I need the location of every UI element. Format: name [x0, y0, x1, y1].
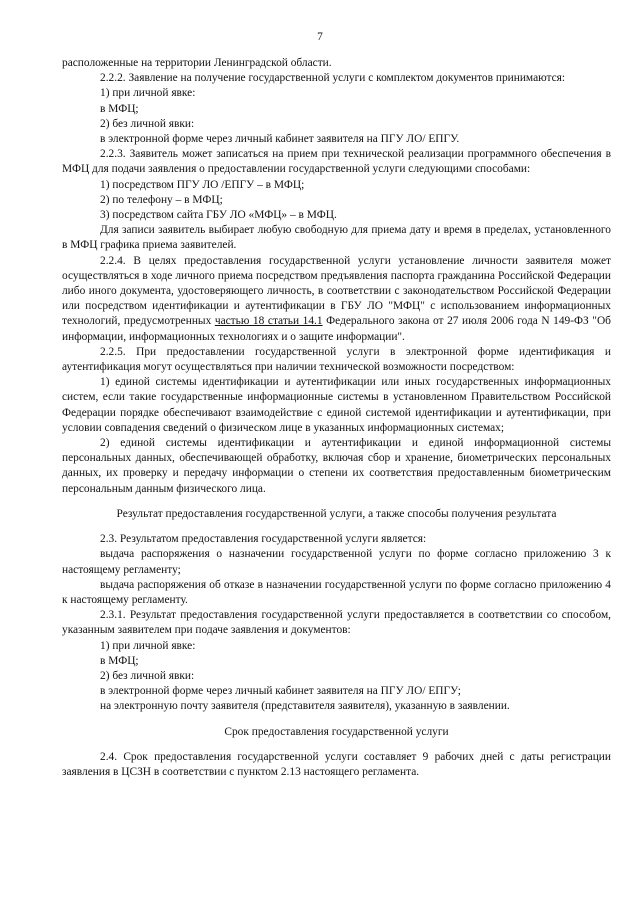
- section-heading: Результат предоставления государственной услуги, а также способы получения результата: [116, 507, 557, 520]
- spacer: [62, 715, 611, 725]
- paragraph: в МФЦ;: [100, 654, 139, 667]
- paragraph: 2) единой системы идентификации и аутентификации и единой информационной системы персональных данных, обеспечивающей обработку, включая сбор и хранение, биометрических персональных данных, их проверку и передачу информации о степени их соответствия предоставленным биометрическим персональным данным физического лица.: [62, 437, 611, 495]
- paragraph: 3) посредством сайта ГБУ ЛО «МФЦ» – в МФЦ.: [100, 209, 337, 222]
- paragraph: 1) при личной явке:: [100, 639, 196, 652]
- spacer: [62, 497, 611, 507]
- paragraph: выдача распоряжения о назначении государственной услуги по форме согласно приложению 3 к настоящему регламенту;: [62, 548, 611, 576]
- paragraph: Для записи заявитель выбирает любую свободную для приема дату и время в пределах, установленного в МФЦ графика приема заявителей.: [62, 224, 611, 252]
- paragraph: в электронной форме через личный кабинет заявителя на ПГУ ЛО/ ЕПГУ.: [100, 133, 460, 146]
- paragraph-text: 2.2.4. В целях предоставления государственной услуги установление личности заявителя может осуществляться в ходе личного приема посредством предъявления паспорта гражданина Российской Федерации либо иного документа, удостоверяющего личность, в соответствии с законодательством Российской Федерации или посредством идентификации и аутентификации в ГБУ ЛО "МФЦ" с использованием информационных технологий, предусмотренных: [62, 254, 611, 328]
- paragraph: в МФЦ;: [100, 102, 139, 115]
- paragraph: 2.4. Срок предоставления государственной услуги составляет 9 рабочих дней с даты регистрации заявления в ЦСЗН в соответствии с пунктом 2.13 настоящего регламента.: [62, 750, 611, 778]
- paragraph-text: Федерального закона от 27 июля 2006 года N 149-ФЗ "Об информации, информационных технологиях и о защите информации".: [62, 315, 611, 343]
- paragraph: 1) посредством ПГУ ЛО /ЕПГУ – в МФЦ;: [100, 178, 305, 191]
- law-reference-link[interactable]: частью 18 статьи 14.1: [214, 315, 323, 328]
- paragraph: 2) без личной явки:: [100, 117, 195, 130]
- paragraph: 2.3. Результатом предоставления государственной услуги является:: [100, 533, 427, 546]
- spacer: [62, 522, 611, 532]
- paragraph: 2.2.2. Заявление на получение государственной услуги с комплектом документов принимаются:: [100, 72, 566, 85]
- document-body: [62, 56, 611, 780]
- paragraph: 2) по телефону – в МФЦ;: [100, 193, 223, 206]
- page-number: 7: [317, 31, 323, 43]
- paragraph: 2.2.5. При предоставлении государственной услуги в электронной форме идентификация и аутентификация могут осуществляться при наличии технической возможности посредством:: [62, 345, 611, 374]
- paragraph: 1) при личной явке:: [100, 87, 196, 100]
- section-heading: Срок предоставления государственной услуги: [224, 725, 449, 738]
- spacer: [62, 740, 611, 750]
- paragraph: 2) без личной явки:: [100, 669, 195, 682]
- paragraph: в электронной форме через личный кабинет заявителя на ПГУ ЛО/ ЕПГУ;: [100, 685, 461, 698]
- paragraph: на электронную почту заявителя (представителя заявителя), указанную в заявлении.: [100, 700, 510, 713]
- paragraph: 2.2.3. Заявитель может записаться на прием при технической реализации программного обеспечения в МФЦ для подачи заявления о предоставлении государственной услуги следующими способами:: [62, 148, 611, 176]
- paragraph: расположенные на территории Ленинградской области.: [62, 57, 332, 69]
- paragraph: 2.3.1. Результат предоставления государственной услуги предоставляется в соответствии со способом, указанным заявителем при подаче заявления и документов:: [62, 609, 611, 637]
- paragraph: [62, 254, 611, 345]
- paragraph: 1) единой системы идентификации и аутентификации или иных государственных информационных систем, если такие государственные информационные системы в установленном Правительством Российской Федерации порядке обеспечивают взаимодействие с единой системой идентификации и аутентификации, при условии совпадения сведений о физическом лице в указанных информационных системах;: [62, 376, 611, 434]
- paragraph: выдача распоряжения об отказе в назначении государственной услуги по форме согласно приложению 4 к настоящему регламенту.: [62, 578, 611, 606]
